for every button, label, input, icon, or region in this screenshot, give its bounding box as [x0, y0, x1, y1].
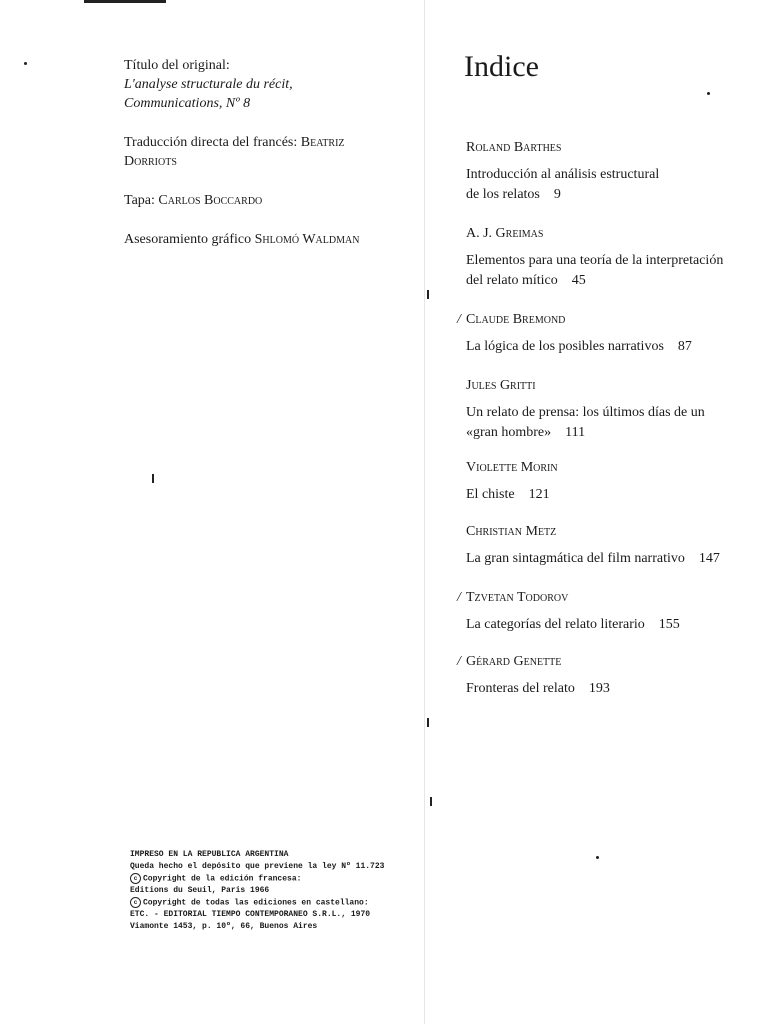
copyright-icon: c — [130, 897, 141, 908]
scan-speck — [596, 856, 599, 859]
entry-author: Roland Barthes — [466, 140, 562, 155]
scan-speck — [707, 92, 710, 95]
imprint-line: c Copyright de todas las ediciones en castellano: — [130, 897, 390, 909]
imprint-line: Editions du Seuil, Paris 1966 — [130, 886, 270, 895]
entry-page-number: 111 — [565, 425, 586, 440]
entry-author: / Claude Bremond — [457, 312, 566, 327]
design-line — [124, 230, 394, 249]
cover-line — [124, 191, 394, 210]
original-title-block — [124, 56, 394, 113]
copyright-icon: c — [130, 873, 141, 884]
entry-title: «gran hombre» — [466, 425, 552, 440]
entry-author: Violette Morin — [466, 460, 558, 475]
imprint-line: c Copyright de la edición francesa: — [130, 873, 390, 885]
entry-title: La gran sintagmática del film narrativo — [466, 551, 685, 566]
page-gutter — [424, 0, 425, 1024]
entry-title: Fronteras del relato — [466, 681, 575, 696]
imprint-line: Queda hecho el depósito que previene la ley Nº 11.723 — [130, 861, 385, 871]
entry-author: Jules Gritti — [466, 378, 536, 393]
entry-author: / Tzvetan Todorov — [457, 590, 569, 605]
index-entry — [457, 310, 726, 357]
index-entry — [457, 588, 726, 635]
entry-page-number: 9 — [553, 187, 561, 202]
scan-speck — [430, 797, 432, 806]
cover-label: Tapa: — [124, 193, 155, 208]
entry-page-number: 155 — [658, 617, 680, 632]
entry-author: Christian Metz — [466, 524, 557, 539]
entry-title: La categorías del relato literario — [466, 617, 645, 632]
entry-page-number: 87 — [677, 339, 692, 354]
imprint-line: Viamonte 1453, p. 10º, 66, Buenos Aires — [130, 922, 318, 931]
index-entry — [466, 376, 726, 443]
entry-page-number: 147 — [698, 551, 720, 566]
translator-name: Beatriz Dorriots — [124, 135, 345, 169]
entry-title: El chiste — [466, 487, 515, 502]
entry-page-number: 45 — [571, 273, 586, 288]
translation-label: Traducción directa del francés: — [124, 135, 298, 150]
entry-author: A. J. Greimas — [466, 226, 544, 241]
original-label: Título del original: — [124, 58, 230, 73]
index-title: Indice — [464, 50, 539, 83]
index-entry — [466, 224, 726, 291]
cover-artist: Carlos Boccardo — [158, 193, 263, 208]
imprint-block — [130, 849, 390, 933]
entry-page-number: 193 — [588, 681, 610, 696]
scan-speck — [427, 290, 429, 299]
scan-speck — [427, 718, 429, 727]
index-entry — [466, 458, 726, 505]
index-entry — [466, 138, 726, 205]
index-entry — [466, 522, 726, 569]
scan-edge-mark — [84, 0, 166, 3]
entry-title: de los relatos — [466, 187, 540, 202]
entry-title: Elementos para una teoría de la interpretación — [466, 253, 724, 268]
entry-title: Un relato de prensa: los últimos días de un — [466, 405, 705, 420]
translation-line — [124, 133, 394, 171]
entry-title: La lógica de los posibles narrativos — [466, 339, 664, 354]
scan-speck — [152, 474, 154, 483]
credits-block — [124, 56, 394, 269]
index-entry — [457, 652, 726, 699]
entry-title: Introducción al análisis estructural — [466, 167, 660, 182]
designer-name: Shlomó Waldman — [254, 232, 360, 247]
original-title: L'analyse structurale du récit, Communications, Nº 8 — [124, 77, 293, 111]
entry-author: / Gérard Genette — [457, 654, 562, 669]
imprint-line: ETC. - EDITORIAL TIEMPO CONTEMPORANEO S.R.L., 1970 — [130, 910, 371, 920]
entry-title: del relato mítico — [466, 273, 558, 288]
entry-page-number: 121 — [528, 487, 550, 502]
scan-speck — [24, 62, 27, 65]
design-label: Asesoramiento gráfico — [124, 232, 252, 247]
imprint-line: IMPRESO EN LA REPUBLICA ARGENTINA — [130, 850, 289, 859]
